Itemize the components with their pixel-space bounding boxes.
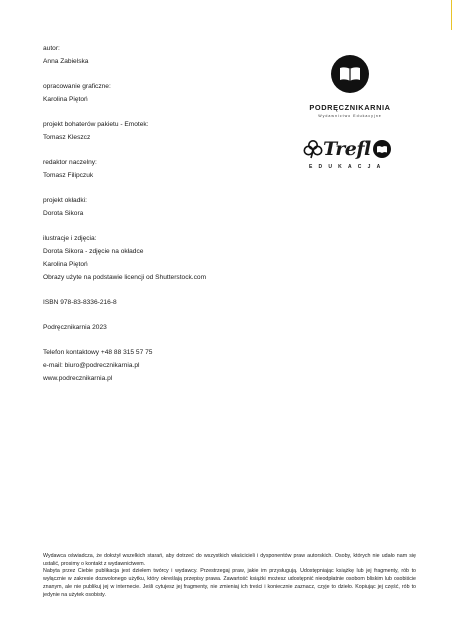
contact-phone: Telefon kontaktowy +48 88 315 57 75	[43, 349, 153, 356]
podrecznikarnia-wordmark: PODRĘCZNIKARNIA	[309, 103, 391, 112]
cover-design-name: Dorota Sikora	[43, 210, 84, 217]
contact-email: e-mail: biuro@podrecznikarnia.pl	[43, 362, 140, 369]
disclaimer-usage-paragraph: Nabyta przez Ciebie publikacja jest dziełem twórcy i wydawcy. Przestrzegaj praw, jakie im przysługują. Udostępniając książkę lub jej fragmenty, rób to wyłącznie w zakresie dozwolonego użytku, który określają przepisy prawa. Zawartość książki możesz udostępnić nieodpłatnie osobom bliskim lub osobiście znanym, ale nie publikuj jej w internecie. Jeśli cytujesz jej fragmenty, nie zmieniaj ich treści i koniecznie zaznacz, czyje to dzieło. Kopiując jej część, rób to jedynie na użytek osobisty.	[43, 568, 416, 598]
graphic-design-label: opracowanie graficzne:	[43, 83, 111, 90]
website-link[interactable]: www.podrecznikarnia.pl	[43, 375, 113, 382]
open-book-icon	[331, 55, 369, 93]
cover-design-label: projekt okładki:	[43, 197, 87, 204]
isbn: ISBN 978-83-8336-216-8	[43, 299, 117, 306]
editor-label: redaktor naczelny:	[43, 159, 97, 166]
illustrations-credit-artist: Karolina Piętoń	[43, 261, 88, 268]
disclaimer-rights-paragraph: Wydawca oświadcza, że dołożył wszelkich starań, aby dotrzeć do wszystkich właścicieli i dysponentów praw autorskich. Osoby, których nie udało nam się ustalić, prosimy o kontakt z wydawnictwem.	[43, 553, 416, 567]
copyright-disclaimer	[43, 553, 416, 599]
publisher-year: Podręcznikarnia 2023	[43, 324, 107, 331]
author-label: autor:	[43, 45, 60, 52]
clover-icon	[303, 139, 323, 159]
podrecznikarnia-logo	[300, 55, 400, 118]
illustrations-label: ilustracje i zdjęcia:	[43, 235, 97, 242]
podrecznikarnia-tagline: Wydawnictwo Edukacyjne	[318, 114, 382, 118]
trefl-wordmark: Trefl	[323, 138, 371, 160]
illustrations-credit-license: Obrazy użyte na podstawie licencji od Shutterstock.com	[43, 274, 207, 281]
speech-bubble-icon	[373, 140, 391, 158]
characters-design-name: Tomasz Kleszcz	[43, 134, 91, 141]
credits-block	[43, 42, 303, 385]
trefl-edukacja-logo	[303, 139, 399, 179]
illustrations-credit-cover: Dorota Sikora - zdjęcie na okładce	[43, 248, 144, 255]
graphic-design-name: Karolina Piętoń	[43, 96, 88, 103]
author-name: Anna Zabielska	[43, 58, 89, 65]
trefl-edukacja-label: EDUKACJA	[309, 164, 387, 170]
editor-name: Tomasz Filipczuk	[43, 172, 94, 179]
characters-design-label: projekt bohaterów pakietu - Emotek:	[43, 121, 149, 128]
page-edge-marker	[451, 0, 452, 30]
